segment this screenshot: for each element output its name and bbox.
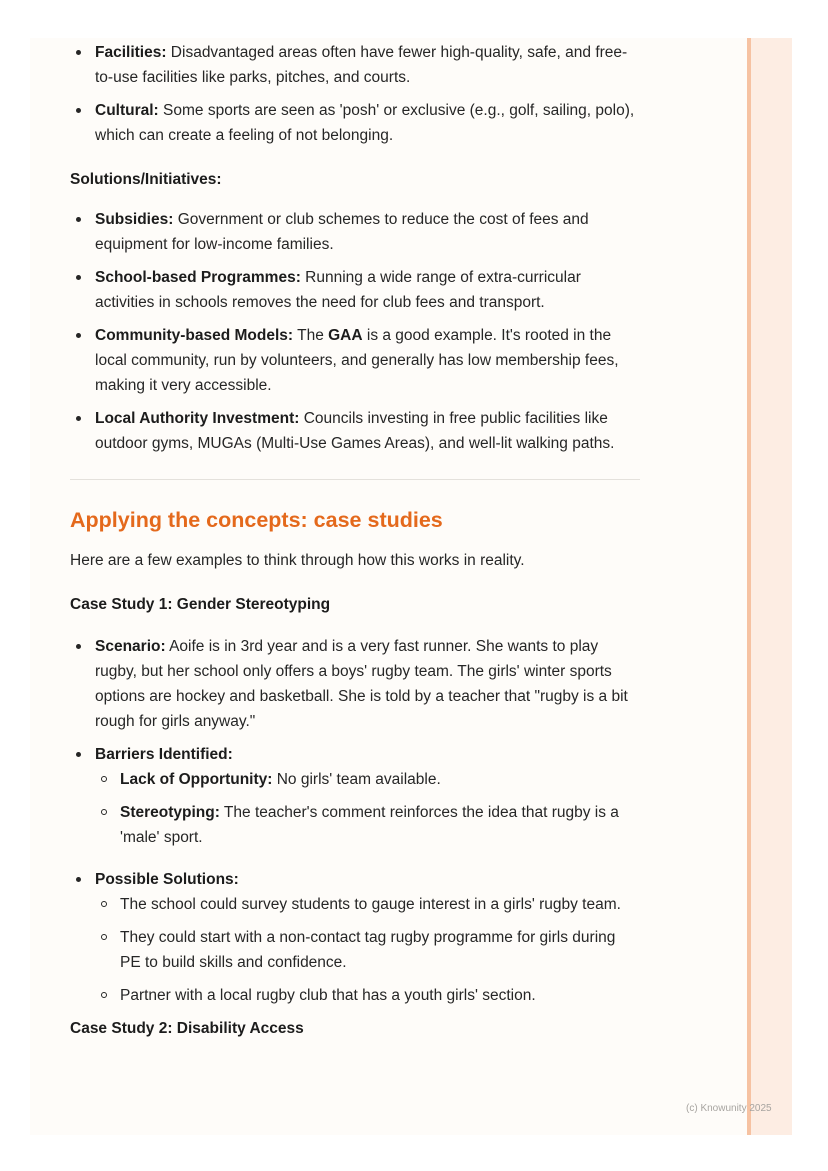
- section-divider: [70, 479, 640, 480]
- case-study-1-list: [70, 634, 640, 1008]
- solutions-sublist: [95, 892, 640, 1008]
- list-item: The school could survey students to gauge interest in a girls' rugby team.: [95, 892, 640, 917]
- document-content: [70, 38, 640, 1041]
- case-study-2-heading: Case Study 2: Disability Access: [70, 1020, 304, 1037]
- case-study-1-heading: Case Study 1: Gender Stereotyping: [70, 596, 331, 613]
- section-intro: Here are a few examples to think through how this works in reality.: [70, 552, 525, 569]
- list-item: Community-based Models: The GAA is a good example. It's rooted in the local community, run by volunteers, and generally has low membership fees, making it very accessible.: [70, 323, 640, 398]
- list-item: Local Authority Investment: Councils investing in free public facilities like outdoor gyms, MUGAs (Multi-Use Games Areas), and well-lit walking paths.: [70, 406, 640, 456]
- list-item: Facilities: Disadvantaged areas often have fewer high-quality, safe, and free-to-use facilities like parks, pitches, and courts.: [70, 40, 640, 90]
- solutions-heading: Solutions/Initiatives:: [70, 171, 222, 188]
- solutions-list: [70, 207, 640, 456]
- barriers-sublist: [95, 767, 640, 850]
- list-item: Barriers Identified: Lack of Opportunity: No girls' team available. Stereotyping: The teacher's comment reinforces the idea that rugby is a 'male' sport.: [70, 742, 640, 850]
- list-item: Possible Solutions: The school could survey students to gauge interest in a girls' rugby team. They could start with a non-contact tag rugby programme for girls during PE to build skills and confidence. Partner with a local rugby club that has a youth girls' section.: [70, 867, 640, 1008]
- list-item: Partner with a local rugby club that has a youth girls' section.: [95, 983, 640, 1008]
- side-accent-line: [747, 38, 751, 1135]
- list-item: Stereotyping: The teacher's comment reinforces the idea that rugby is a 'male' sport.: [95, 800, 640, 850]
- section-title: Applying the concepts: case studies: [70, 508, 443, 532]
- barriers-list: [70, 40, 640, 148]
- list-item: Cultural: Some sports are seen as 'posh' or exclusive (e.g., golf, sailing, polo), which can create a feeling of not belonging.: [70, 98, 640, 148]
- list-item: They could start with a non-contact tag rugby programme for girls during PE to build skills and confidence.: [95, 925, 640, 975]
- list-item: School-based Programmes: Running a wide range of extra-curricular activities in schools removes the need for club fees and transport.: [70, 265, 640, 315]
- side-panel: [747, 38, 792, 1135]
- list-item: Lack of Opportunity: No girls' team available.: [95, 767, 640, 792]
- list-item: Subsidies: Government or club schemes to reduce the cost of fees and equipment for low-income families.: [70, 207, 640, 257]
- list-item: Scenario: Aoife is in 3rd year and is a very fast runner. She wants to play rugby, but her school only offers a boys' rugby team. The girls' winter sports options are hockey and basketball. She is told by a teacher that "rugby is a bit rough for girls anyway.": [70, 634, 640, 734]
- copyright-footer: (c) Knowunity 2025: [686, 1103, 772, 1114]
